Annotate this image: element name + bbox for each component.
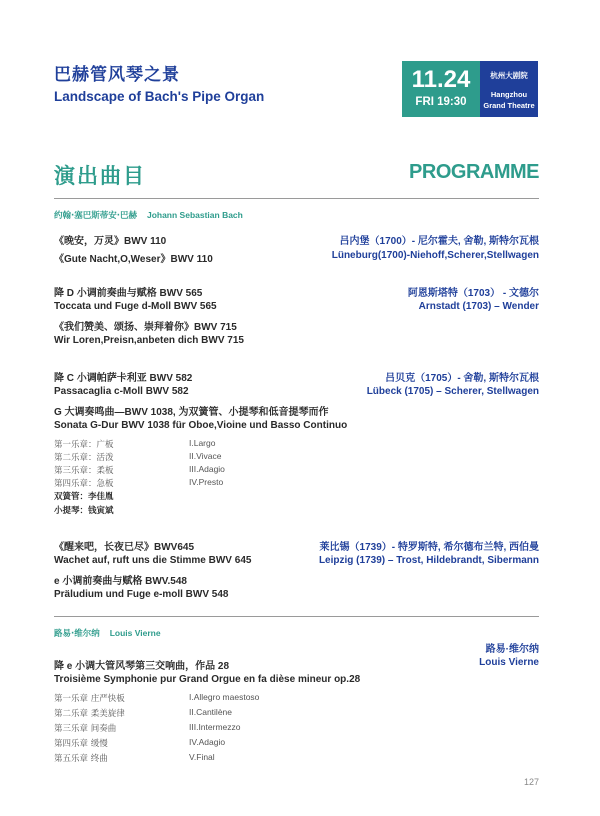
- work-title: 《晚安，万灵》BWV 110: [54, 236, 167, 247]
- concert-time: FRI 19:30: [415, 96, 467, 108]
- composer-heading: [54, 627, 161, 639]
- date-venue-badge: [402, 61, 538, 117]
- composer-right-cn: 路易·维尔纳: [485, 644, 539, 655]
- movement-en: I.Allegro maestoso: [189, 692, 260, 702]
- movement-cn: 第三乐章 间奏曲: [54, 724, 117, 734]
- movement-en: IV.Adagio: [189, 737, 226, 747]
- work-title: e 小调前奏曲与赋格 BWV.548: [54, 576, 187, 587]
- performer: 双簧管：李佳胤: [54, 492, 114, 502]
- organ-location-en: Leipzig (1739) – Trost, Hildebrandt, Sibermann: [318, 555, 539, 566]
- work-title: Passacaglia c-Moll BWV 582: [54, 386, 189, 397]
- programme-heading-en: PROGRAMME: [409, 161, 539, 183]
- movement-cn: 第二乐章：活泼: [54, 453, 114, 463]
- organ-location-cn: 莱比锡（1739）- 特罗斯特, 希尔德布兰特, 西伯曼: [319, 542, 539, 553]
- venue-en: [480, 89, 538, 111]
- page-title-cn: 巴赫管风琴之景: [54, 65, 180, 85]
- composer-right-en: Louis Vierne: [479, 657, 539, 668]
- divider: [54, 616, 539, 617]
- work-title: G 大调奏鸣曲—BWV 1038, 为双簧管、小提琴和低音提琴而作: [54, 407, 329, 418]
- movement-cn: 第四乐章：急板: [54, 479, 114, 489]
- movement-cn: 第五乐章 终曲: [54, 754, 108, 764]
- work-title: 《醒来吧，长夜已尽》BWV645: [54, 542, 195, 553]
- organ-location-cn: 吕内堡（1700）- 尼尔霍夫, 舍勒, 斯特尔瓦根: [339, 236, 539, 247]
- movement-en: IV.Presto: [189, 477, 224, 487]
- work-title: 《Gute Nacht,O,Weser》BWV 110: [54, 254, 213, 265]
- organ-location-cn: 吕贝克（1705）- 舍勒, 斯特尔瓦根: [385, 373, 539, 384]
- movement-cn: 第一乐章 庄严快板: [54, 694, 125, 704]
- composer-name-cn: 路易·维尔纳: [54, 629, 100, 639]
- movement-en: I.Largo: [189, 438, 216, 448]
- work-title: Wir Loren,Preisn,anbeten dich BWV 715: [54, 335, 244, 346]
- work-title: Sonata G-Dur BWV 1038 für Oboe,Vioine und Basso Continuo: [54, 420, 348, 431]
- movement-en: III.Adagio: [189, 464, 225, 474]
- venue-en-line2: Grand Theatre: [483, 101, 535, 110]
- work-title: 降 e 小调大管风琴第三交响曲，作品 28: [54, 661, 230, 672]
- venue-cn: 杭州大剧院: [490, 71, 528, 80]
- programme-heading-cn: 演出曲目: [54, 164, 146, 188]
- work-title: 降 D 小调前奏曲与赋格 BWV 565: [54, 288, 203, 299]
- work-title: Troisième Symphonie pur Grand Orgue en fa dièse mineur op.28: [54, 674, 361, 685]
- page-title-en: Landscape of Bach's Pipe Organ: [54, 89, 265, 104]
- movement-en: II.Vivace: [189, 451, 222, 461]
- venue-en-line1: Hangzhou: [490, 90, 528, 99]
- date-block: [402, 61, 480, 117]
- movement-cn: 第一乐章：广板: [54, 440, 114, 450]
- composer-heading: [54, 209, 243, 221]
- divider: [54, 198, 539, 199]
- organ-location-en: Lüneburg(1700)-Niehoff,Scherer,Stellwagen: [331, 250, 539, 261]
- work-title: 降 C 小调帕萨卡利亚 BWV 582: [54, 373, 193, 384]
- page-number: 127: [523, 777, 539, 787]
- composer-name-en: Louis Vierne: [109, 628, 161, 638]
- movement-cn: 第三乐章：柔板: [54, 466, 114, 476]
- composer-name-en: Johann Sebastian Bach: [146, 210, 243, 220]
- organ-location-en: Lübeck (1705) – Scherer, Stellwagen: [366, 386, 539, 397]
- venue-block: [480, 61, 538, 117]
- movement-en: V.Final: [189, 752, 215, 762]
- movement-cn: 第二乐章 柔美旋律: [54, 709, 125, 719]
- organ-location-cn: 阿恩斯塔特（1703） - 文德尔: [407, 288, 539, 299]
- movement-cn: 第四乐章 缓慢: [54, 739, 108, 749]
- work-title: Toccata und Fuge d-Moll BWV 565: [54, 301, 217, 312]
- movement-en: II.Cantilène: [189, 707, 232, 717]
- concert-date: 11.24: [411, 66, 471, 93]
- composer-name-cn: 约翰·塞巴斯蒂安·巴赫: [54, 211, 137, 221]
- performer: 小提琴：钱寅斌: [54, 506, 114, 516]
- work-title: 《我们赞美、颂扬、崇拜着你》BWV 715: [54, 322, 237, 333]
- organ-location-en: Arnstadt (1703) – Wender: [418, 301, 539, 312]
- movement-en: III.Intermezzo: [189, 722, 241, 732]
- work-title: Wachet auf, ruft uns die Stimme BWV 645: [54, 555, 252, 566]
- work-title: Präludium und Fuge e-moll BWV 548: [54, 589, 229, 600]
